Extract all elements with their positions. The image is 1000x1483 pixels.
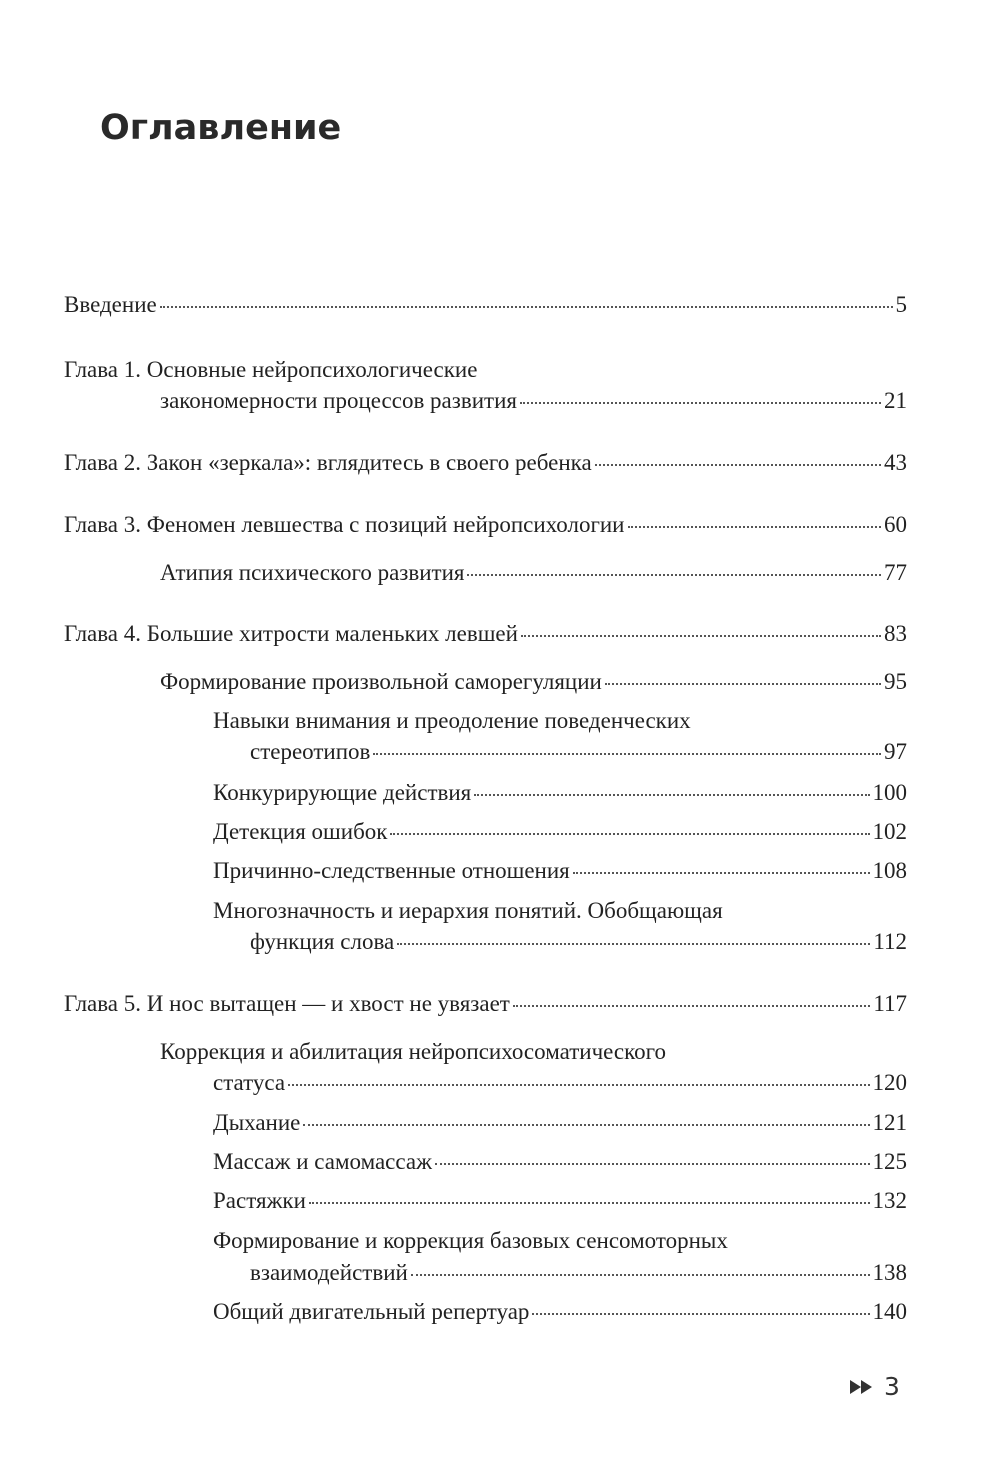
toc-entry[interactable] [213,818,907,846]
toc-entry[interactable] [64,291,907,319]
toc-entry-title: закономерности процессов развития [160,388,517,413]
toc-entry[interactable] [213,1148,907,1176]
toc-entry-title: Формирование и коррекция базовых сенсомоторных [213,1228,728,1253]
toc-entry-title: Навыки внимания и преодоление поведенческих [213,708,691,733]
toc-page-number: 97 [884,739,907,764]
toc-entry-title: Причинно-следственные отношения [213,858,570,883]
toc-entry-title: Глава 5. И нос вытащен — и хвост не увязает [64,991,510,1016]
toc-page-number: 21 [884,388,907,413]
toc-entry-title: Глава 4. Большие хитрости маленьких левшей [64,621,518,646]
toc-page-number: 140 [872,1299,907,1324]
toc-entry[interactable] [160,1038,666,1066]
toc-entry-title: Конкурирующие действия [213,780,472,805]
dot-leader [467,573,881,576]
dot-leader [628,525,882,528]
toc-page-number: 117 [873,991,907,1016]
toc-entry[interactable] [64,356,477,384]
toc-entry[interactable] [213,897,723,925]
toc-entry-title: функция слова [250,929,395,954]
toc-entry-title: Массаж и самомассаж [213,1149,432,1174]
dot-leader [521,634,881,637]
toc-page-number: 60 [884,512,907,537]
toc-entry-title: Детекция ошибок [213,819,388,844]
toc-entry[interactable] [213,1109,907,1137]
dot-leader [160,305,893,308]
dot-leader [595,463,881,466]
toc-entry-title: Растяжки [213,1188,306,1213]
toc-page-number: 120 [872,1070,907,1095]
dot-leader [532,1312,869,1315]
page-number: 3 [884,1372,900,1401]
toc-page-number: 125 [872,1149,907,1174]
toc-entry-title: Глава 1. Основные нейропсихологические [64,357,478,382]
toc-entry-continuation[interactable] [213,1069,907,1097]
toc-entry[interactable] [213,707,691,735]
dot-leader [390,832,869,835]
toc-entry-continuation[interactable] [250,1259,907,1287]
dot-leader [309,1201,870,1204]
dot-leader [573,871,870,874]
dot-leader [288,1083,869,1086]
toc-entry-title: Коррекция и абилитация нейропсихосоматического [160,1039,666,1064]
page-title: Оглавление [100,108,342,148]
toc-entry[interactable] [213,1227,728,1255]
toc-page-number: 121 [872,1110,907,1135]
dot-leader [373,752,881,755]
toc-entry[interactable] [64,990,907,1018]
dot-leader [520,401,881,404]
dot-leader [397,942,870,945]
toc-page-number: 77 [884,560,907,585]
toc-entry-continuation[interactable] [250,738,907,766]
dot-leader [435,1162,870,1165]
toc-page-number: 132 [872,1188,907,1213]
toc-page-number: 102 [872,819,907,844]
toc-entry-title: Введение [64,292,157,317]
toc-entry-title: Атипия психического развития [160,560,465,585]
toc-entry-title: Дыхание [213,1110,301,1135]
toc-page-number: 83 [884,621,907,646]
toc-entry-continuation[interactable] [160,387,907,415]
toc-entry[interactable] [64,449,907,477]
double-arrow-icon [850,1380,872,1394]
toc-page-number: 95 [884,669,907,694]
toc-page-number: 112 [873,929,907,954]
toc-entry[interactable] [213,1187,907,1215]
dot-leader [605,682,881,685]
toc-page-number: 108 [872,858,907,883]
dot-leader [474,793,869,796]
toc-entry[interactable] [213,857,907,885]
toc-entry-title: Формирование произвольной саморегуляции [160,669,602,694]
toc-entry[interactable] [160,559,907,587]
toc-entry-title: статуса [213,1070,286,1095]
toc-entry-title: стереотипов [250,739,371,764]
toc-entry[interactable] [160,668,907,696]
dot-leader [411,1273,870,1276]
toc-entry[interactable] [213,1298,907,1326]
toc-page-number: 5 [895,292,907,317]
toc-entry-title: взаимодействий [250,1260,408,1285]
toc-entry-title: Многозначность и иерархия понятий. Обобщающая [213,898,723,923]
toc-page-number: 43 [884,450,907,475]
toc-entry[interactable] [64,511,907,539]
toc-entry[interactable] [64,620,907,648]
toc-entry-title: Глава 2. Закон «зеркала»: вглядитесь в своего ребенка [64,450,592,475]
toc-entry[interactable] [213,779,907,807]
dot-leader [513,1004,870,1007]
toc-page-number: 100 [872,780,907,805]
toc-entry-title: Общий двигательный репертуар [213,1299,530,1324]
toc-page-number: 138 [872,1260,907,1285]
toc-entry-continuation[interactable] [250,928,907,956]
dot-leader [303,1123,869,1126]
page-footer [850,1372,900,1401]
toc-entry-title: Глава 3. Феномен левшества с позиций нейропсихологии [64,512,625,537]
